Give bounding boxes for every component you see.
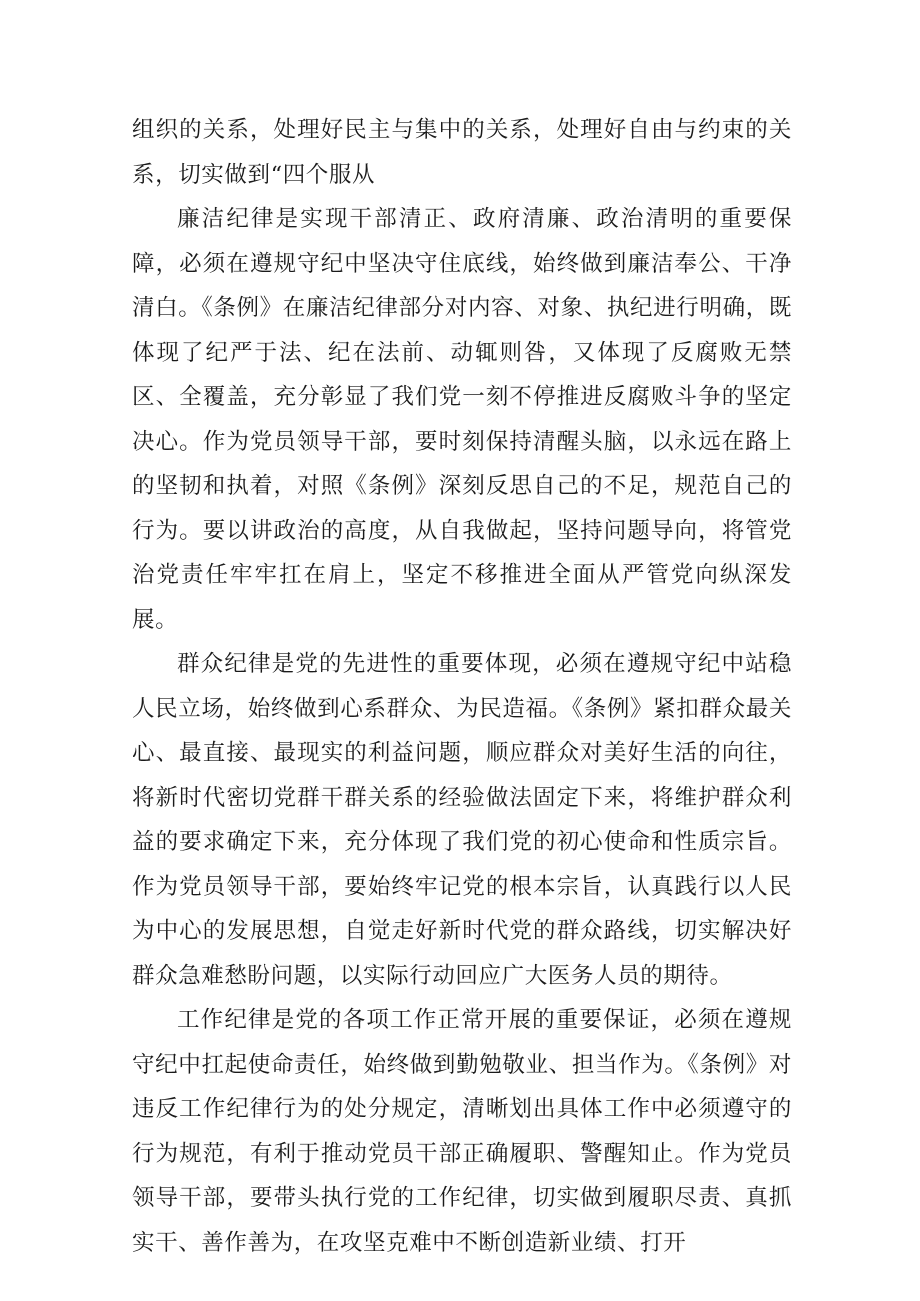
paragraph-work-discipline: 工作纪律是党的各项工作正常开展的重要保证，必须在遵规守纪中扛起使命责任，始终做到勤勉敬业、担当作为。《条例》对违反工作纪律行为的处分规定，清晰划出具体工作中必须遵守的行为规范，有利于推动党员干部正确履职、警醒知止。作为党员领导干部，要带头执行党的工作纪律，切实做到履职尽责、真抓实干、善作善为，在攻坚克难中不断创造新业绩、打开 [132,1007,792,1256]
paragraph-mass-discipline: 群众纪律是党的先进性的重要体现，必须在遵规守纪中站稳人民立场，始终做到心系群众、为民造福。《条例》紧扣群众最关心、最直接、最现实的利益问题，顺应群众对美好生活的向往，将新时代密切党群干群关系的经验做法固定下来，将维护群众利益的要求确定下来，充分体现了我们党的初心使命和性质宗旨。作为党员领导干部，要始终牢记党的根本宗旨，认真践行以人民为中心的发展思想，自觉走好新时代党的群众路线，切实解决好群众急难愁盼问题，以实际行动回应广大医务人员的期待。 [132,651,792,989]
paragraph-continuation: 组织的关系，处理好民主与集中的关系，处理好自由与约束的关系，切实做到“四个服从 [132,117,792,188]
document-body [132,108,792,1265]
paragraph-integrity-discipline: 廉洁纪律是实现干部清正、政府清廉、政治清明的重要保障，必须在遵规守纪中坚决守住底线，始终做到廉洁奉公、干净清白。《条例》在廉洁纪律部分对内容、对象、执纪进行明确，既体现了纪严于法、纪在法前、动辄则咎，又体现了反腐败无禁区、全覆盖，充分彰显了我们党一刻不停推进反腐败斗争的坚定决心。作为党员领导干部，要时刻保持清醒头脑，以永远在路上的坚韧和执着，对照《条例》深刻反思自己的不足，规范自己的行为。要以讲政治的高度，从自我做起，坚持问题导向，将管党治党责任牢牢扛在肩上，坚定不移推进全面从严管党向纵深发展。 [132,206,792,633]
